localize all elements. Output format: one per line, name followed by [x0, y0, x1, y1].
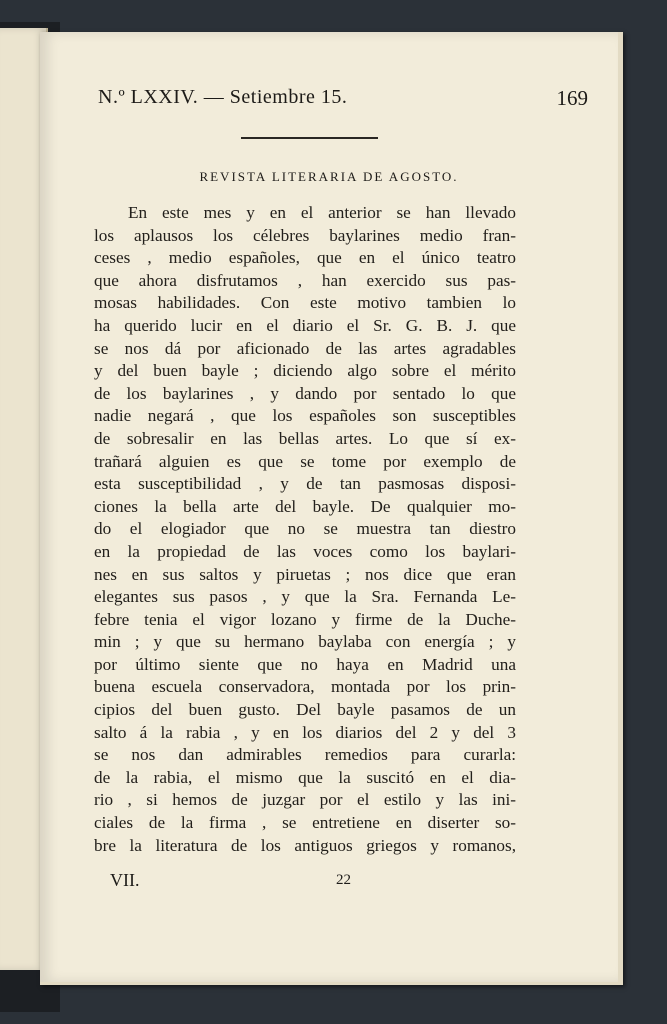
issue-date-heading: N.º LXXIV. — Setiembre 15. [98, 86, 348, 108]
text-line: ha querido lucir en el diario el Sr. G. B. J. que [94, 315, 516, 335]
page-footer [110, 870, 370, 894]
header-rule [241, 137, 378, 139]
text-line: ciales de la firma , se entretiene en diserter so- [94, 813, 516, 833]
text-line: de sobresalir en las bellas artes. Lo que sí ex- [94, 428, 516, 448]
text-line: buena escuela conservadora, montada por los prin- [94, 677, 516, 697]
text-line: min ; y que su hermano baylaba con energía ; y [94, 632, 516, 652]
text-line: se nos dan admirables remedios para curarla: [94, 745, 516, 765]
text-line: nadie negará , que los españoles son susceptibles [94, 406, 516, 426]
signature-mark: VII. [110, 870, 140, 890]
page-number: 169 [556, 86, 588, 110]
text-line: en la propiedad de las voces como los baylari- [94, 541, 516, 561]
text-line: los aplausos los célebres baylarines medio fran- [94, 225, 516, 245]
text-line: de la rabia, el mismo que la suscitó en el dia- [94, 767, 516, 787]
text-line: febre tenia el vigor lozano y firme de la Duche- [94, 609, 516, 629]
gathering-number: 22 [336, 872, 351, 888]
text-line: elegantes sus pasos , y que la Sra. Fernanda Le- [94, 587, 516, 607]
section-title: REVISTA LITERARIA DE AGOSTO. [199, 169, 459, 184]
text-line: se nos dá por aficionado de las artes agradables [94, 338, 516, 358]
text-line: salto á la rabia , y en los diarios del 2 y del 3 [94, 722, 516, 742]
text-line: esta susceptibilidad , y de tan pasmosas disposi- [94, 474, 516, 494]
book-page [40, 32, 623, 985]
text-line: trañará alguien es que se tome por exemplo de [94, 451, 516, 471]
running-header [98, 86, 588, 116]
text-line: bre la literatura de los antiguos griegos y romanos, [94, 835, 516, 855]
text-line: rio , si hemos de juzgar por el estilo y las ini- [94, 790, 516, 810]
body-text [94, 202, 516, 857]
text-line: do el elogiador que no se muestra tan diestro [94, 519, 516, 539]
text-line: de los baylarines , y dando por sentado lo que [94, 383, 516, 403]
text-line: mosas habilidades. Con este motivo tambien lo [94, 293, 516, 313]
text-line: cipios del buen gusto. Del bayle pasamos de un [94, 700, 516, 720]
text-line: nes en sus saltos y piruetas ; nos dice que eran [94, 564, 516, 584]
text-line: ciones la bella arte del bayle. De qualquier mo- [94, 496, 516, 516]
text-line: ceses , medio españoles, que en el único teatro [94, 248, 516, 268]
text-line: En este mes y en el anterior se han llevado [128, 203, 516, 222]
text-line: que ahora disfrutamos , han exercido sus pas- [94, 270, 516, 290]
text-line: por último siente que no haya en Madrid una [94, 654, 516, 674]
text-line: y del buen bayle ; diciendo algo sobre el mérito [94, 361, 516, 381]
